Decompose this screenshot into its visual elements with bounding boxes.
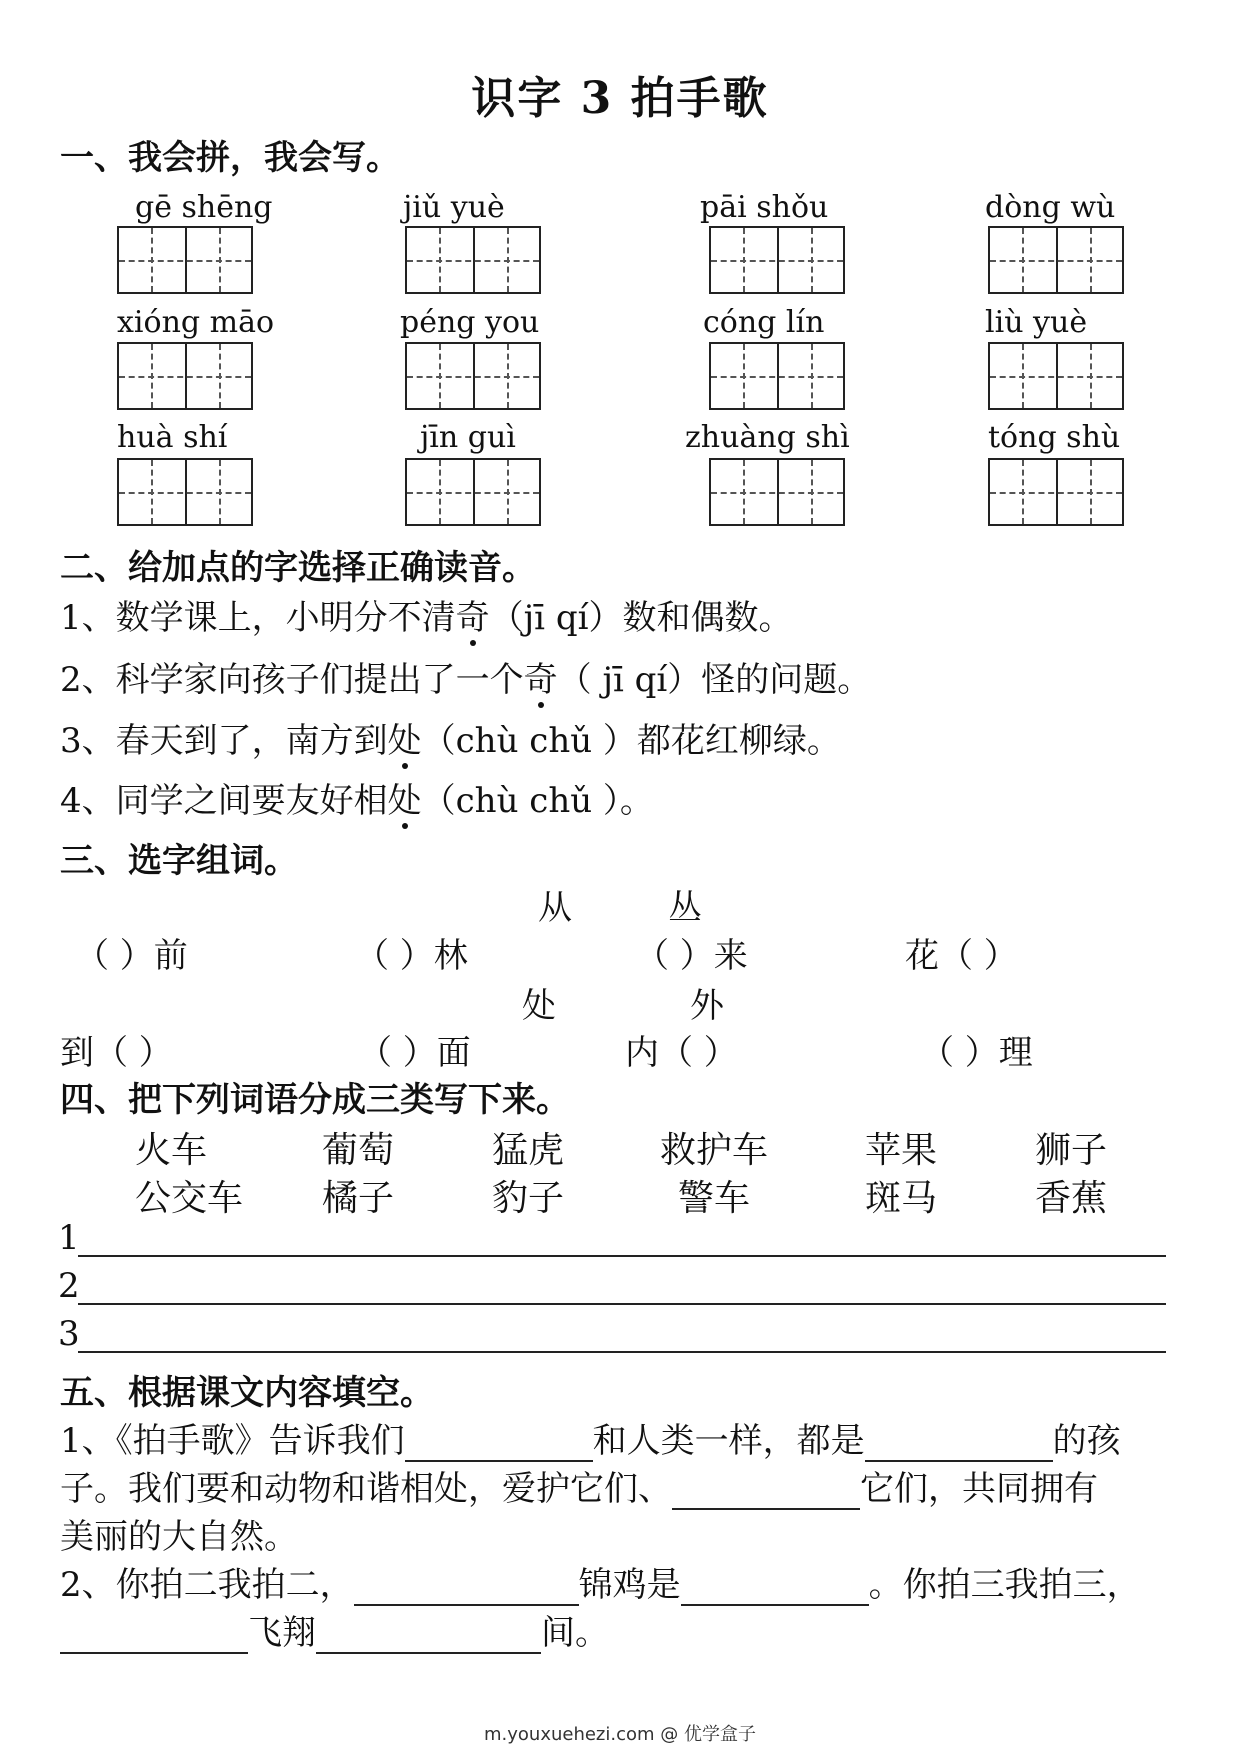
answer-line[interactable] (78, 1303, 1166, 1305)
fill-blank[interactable]: （ ）林 (355, 936, 468, 976)
pinyin-label: jiǔ yuè (403, 190, 505, 225)
pinyin-options[interactable]: （chù chǔ ）。 (421, 781, 654, 821)
question-1 (60, 590, 793, 639)
writing-grid[interactable] (709, 226, 845, 294)
choice-char: 丛 (668, 888, 702, 928)
paragraph-text: 间。 (541, 1613, 609, 1653)
pinyin-label: tóng shù (988, 420, 1121, 455)
pinyin-label: dòng wù (985, 190, 1116, 225)
writing-grid[interactable] (405, 458, 541, 526)
dotted-char: 奇 (455, 598, 490, 638)
choice-char: 处 (522, 986, 556, 1026)
pinyin-label: péng you (400, 305, 540, 340)
choice-char: 从 (538, 888, 572, 928)
dotted-char: 奇 (523, 660, 558, 700)
answer-blank[interactable] (60, 1616, 248, 1654)
fill-paragraph-1 (60, 1413, 1121, 1462)
answer-blank[interactable] (354, 1568, 579, 1606)
dotted-char: 处 (387, 721, 422, 761)
question-text: 4、同学之间要友好相 (60, 781, 388, 821)
page-title: 识字 3 拍手歌 (471, 73, 769, 124)
fill-blank[interactable]: （ ）来 (635, 936, 748, 976)
word-item: 豹子 (492, 1178, 565, 1219)
paragraph-text: 它们，共同拥有 (860, 1469, 1098, 1509)
word-item: 救护车 (660, 1130, 769, 1171)
fill-blank[interactable]: 内（ ） (625, 1033, 738, 1073)
section5-heading: 五、根据课文内容填空。 (60, 1373, 434, 1413)
pinyin-label: cóng lín (703, 305, 825, 340)
fill-paragraph-4 (60, 1557, 1141, 1606)
answer-line[interactable] (78, 1255, 1166, 1257)
choice-char: 外 (690, 986, 724, 1026)
question-text: 2、科学家向孩子们提出了一个 (60, 660, 524, 700)
pinyin-label: xióng māo (117, 305, 275, 340)
question-4 (60, 773, 654, 822)
fill-paragraph-3: 美丽的大自然。 (60, 1517, 298, 1557)
writing-grid[interactable] (117, 226, 253, 294)
footer-watermark: m.youxuehezi.com @ 优学盒子 (483, 1724, 756, 1745)
fill-blank[interactable]: （ ）理 (920, 1033, 1033, 1073)
answer-blank[interactable] (681, 1568, 869, 1606)
writing-grid[interactable] (988, 342, 1124, 410)
writing-grid[interactable] (988, 458, 1124, 526)
writing-grid[interactable] (709, 458, 845, 526)
section4-heading: 四、把下列词语分成三类写下来。 (60, 1080, 570, 1120)
writing-grid[interactable] (709, 342, 845, 410)
answer-line-number: 1 (58, 1218, 80, 1258)
writing-grid[interactable] (117, 458, 253, 526)
question-2 (60, 652, 871, 701)
pinyin-options[interactable]: （jī qí）数和偶数。 (489, 598, 793, 638)
fill-blank[interactable]: 花（ ） (905, 936, 1018, 976)
answer-blank[interactable] (865, 1424, 1053, 1462)
word-item: 公交车 (135, 1178, 244, 1219)
word-item: 橘子 (322, 1178, 395, 1219)
pinyin-options[interactable]: （chù chǔ ）都花红柳绿。 (421, 721, 841, 761)
pinyin-label: huà shí (117, 420, 228, 455)
answer-line[interactable] (78, 1351, 1166, 1353)
paragraph-text: 2、你拍二我拍二， (60, 1565, 354, 1605)
section1-heading: 一、我会拼，我会写。 (60, 138, 400, 178)
word-item: 猛虎 (492, 1130, 565, 1171)
word-item: 狮子 (1035, 1130, 1108, 1171)
section2-heading: 二、给加点的字选择正确读音。 (60, 548, 536, 588)
paragraph-text: 和人类一样，都是 (592, 1421, 865, 1461)
pinyin-label: gē shēng (135, 190, 273, 225)
paragraph-text: 1、《拍手歌》告诉我们 (60, 1421, 405, 1461)
paragraph-text: 飞翔 (248, 1613, 316, 1653)
answer-blank[interactable] (405, 1424, 593, 1462)
fill-blank[interactable]: （ ）面 (358, 1033, 471, 1073)
writing-grid[interactable] (405, 226, 541, 294)
fill-paragraph-5 (60, 1605, 609, 1654)
pinyin-options[interactable]: （ jī qí）怪的问题。 (557, 660, 872, 700)
answer-blank[interactable] (316, 1616, 541, 1654)
paragraph-text: 子。我们要和动物和谐相处，爱护它们、 (60, 1469, 672, 1509)
word-item: 斑马 (865, 1178, 938, 1219)
paragraph-text: 。你拍三我拍三， (868, 1565, 1141, 1605)
pinyin-label: zhuàng shì (685, 420, 850, 455)
answer-blank[interactable] (672, 1472, 860, 1510)
writing-grid[interactable] (117, 342, 253, 410)
paragraph-text: 的孩 (1052, 1421, 1121, 1461)
pinyin-label: jīn guì (420, 420, 516, 455)
fill-blank[interactable]: 到（ ） (60, 1033, 173, 1073)
dotted-char: 处 (387, 781, 422, 821)
word-item: 葡萄 (322, 1130, 395, 1171)
question-text: 3、春天到了，南方到 (60, 721, 388, 761)
writing-grid[interactable] (988, 226, 1124, 294)
word-item: 苹果 (865, 1130, 938, 1171)
word-item: 火车 (135, 1130, 208, 1171)
writing-grid[interactable] (405, 342, 541, 410)
fill-paragraph-2 (60, 1461, 1098, 1510)
paragraph-text: 锦鸡是 (578, 1565, 681, 1605)
section3-heading: 三、选字组词。 (60, 841, 298, 881)
pinyin-label: pāi shǒu (700, 190, 829, 225)
fill-blank[interactable]: （ ）前 (75, 936, 188, 976)
question-3 (60, 713, 841, 762)
question-text: 1、数学课上，小明分不清 (60, 598, 456, 638)
word-item: 香蕉 (1035, 1178, 1108, 1219)
word-item: 警车 (678, 1178, 751, 1219)
answer-line-number: 3 (58, 1314, 80, 1354)
pinyin-label: liù yuè (985, 305, 1088, 340)
answer-line-number: 2 (58, 1266, 80, 1306)
